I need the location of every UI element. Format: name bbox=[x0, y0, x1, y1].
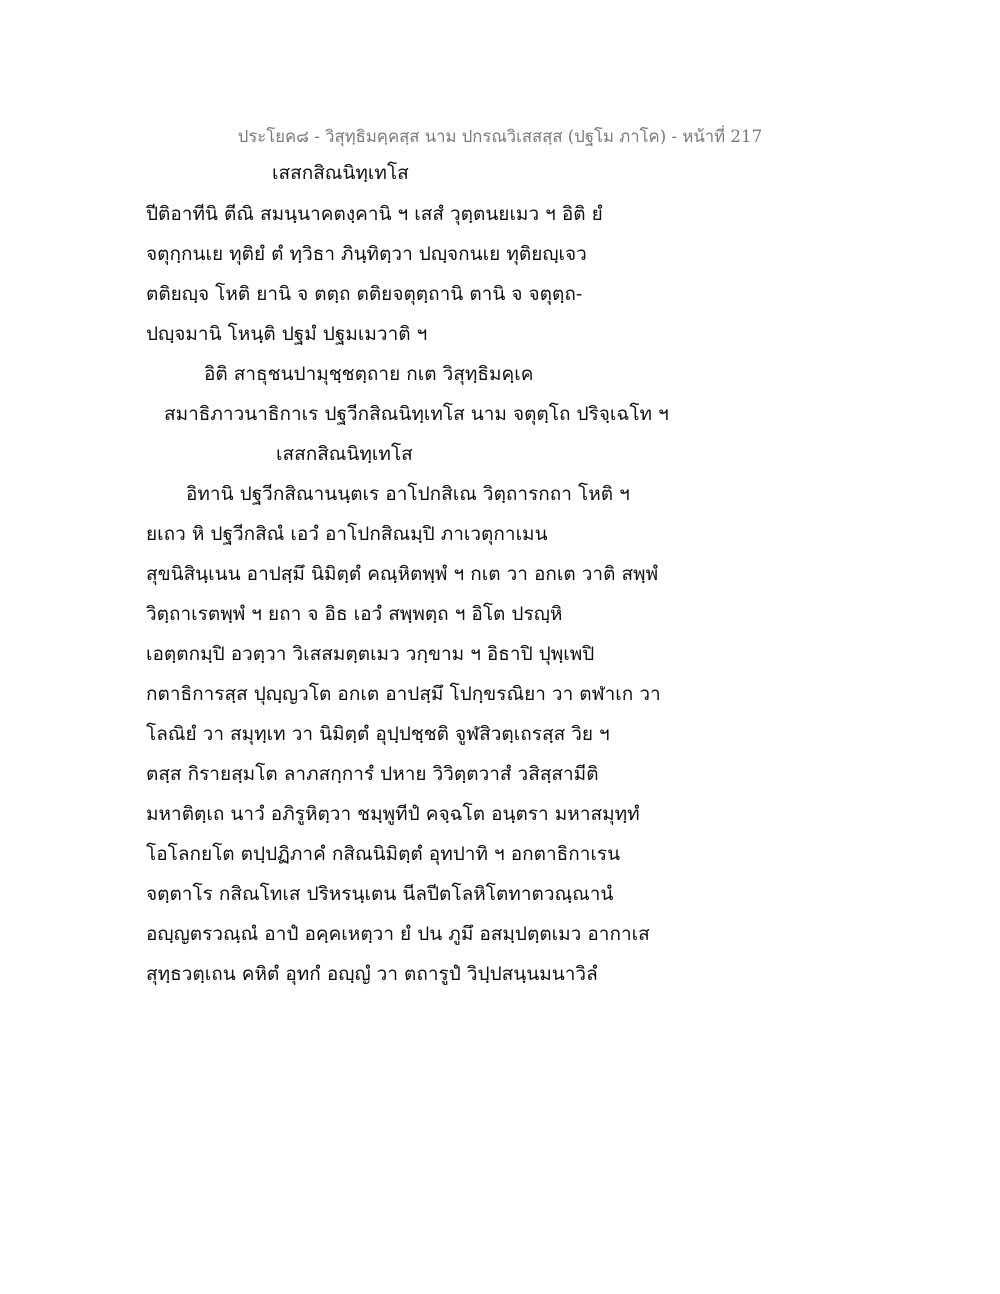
para1-line-1: ปีติอาทีนิ ตีณิ สมนฺนาคตงฺคานิ ฯ เสสํ วุตฺตนยเมว ฯ อิติ ยํ bbox=[146, 203, 603, 225]
para2-line-13: สุทฺธวตฺเถน คหิตํ อุทกํ อญฺญํ วา ตถารูปํ วิปฺปสนฺนมนาวิลํ bbox=[146, 963, 598, 985]
section-heading-top: เสสกสิณนิทฺเทโส bbox=[272, 162, 409, 184]
chapter-conclusion-line-2: สมาธิภาวนาธิกาเร ปฐวีกสิณนิทฺเทโส นาม จตุตฺโถ ปริจฺเฉโท ฯ bbox=[164, 403, 669, 425]
para2-line-3: สุขนิสินฺเนน อาปสฺมึ นิมิตฺตํ คณฺหิตพฺพํ ฯ กเต วา อกเต วาติ สพฺพํ bbox=[146, 563, 659, 585]
para2-line-5: เอตฺตกมฺปิ อวตฺวา วิเสสมตฺตเมว วกฺขาม ฯ อิธาปิ ปุพฺเพปิ bbox=[146, 643, 595, 665]
para2-line-2: ยเถว หิ ปฐวีกสิณํ เอวํ อาโปกสิณมฺปิ ภาเวตุกาเมน bbox=[146, 523, 548, 545]
para2-line-8: ตสฺส กิรายสฺมโต ลาภสกฺการํ ปหาย วิวิตฺตวาสํ วสิสฺสามีติ bbox=[146, 763, 599, 785]
para1-line-4: ปญฺจมานิ โหนฺติ ปฐมํ ปฐมเมวาติ ฯ bbox=[146, 323, 428, 345]
section-heading-bottom: เสสกสิณนิทฺเทโส bbox=[276, 443, 413, 465]
para2-line-10: โอโลกยโต ตปฺปฏิภาคํ กสิณนิมิตฺตํ อุทปาทิ ฯ อกตาธิกาเรน bbox=[146, 843, 621, 865]
para2-line-7: โลณิยํ วา สมุทฺเท วา นิมิตฺตํ อุปฺปชฺชติ จูฬสิวตฺเถรสฺส วิย ฯ bbox=[146, 723, 610, 745]
para2-line-12: อญฺญตรวณฺณํ อาปํ อคฺคเหตฺวา ยํ ปน ภูมึ อสมฺปตฺตเมว อากาเส bbox=[146, 923, 650, 945]
para2-line-1: อิทานิ ปฐวีกสิณานนฺตเร อาโปกสิเณ วิตฺถารกถา โหติ ฯ bbox=[186, 483, 630, 505]
para1-line-2: จตุกฺกนเย ทุติยํ ตํ ทฺวิธา ภินฺทิตฺวา ปญฺจกนเย ทุติยญฺเจว bbox=[146, 243, 587, 265]
para1-line-3: ตติยญฺจ โหติ ยานิ จ ตตฺถ ตติยจตุตฺถานิ ตานิ จ จตุตฺถ- bbox=[146, 283, 583, 305]
para2-line-9: มหาติตฺเถ นาวํ อภิรูหิตฺวา ชมฺพูทีปํ คจฺฉโต อนฺตรา มหาสมุทฺทํ bbox=[146, 803, 640, 825]
chapter-conclusion-line-1: อิติ สาธุชนปามุชฺชตฺถาย กเต วิสุทฺธิมคฺเค bbox=[204, 363, 534, 385]
running-header: ประโยค๘ - วิสุทฺธิมคฺคสฺส นาม ปกรณวิเสสสฺส (ปฐโม ภาโค) - หน้าที่ 217 bbox=[237, 127, 763, 146]
para2-line-4: วิตฺถาเรตพฺพํ ฯ ยถา จ อิธ เอวํ สพฺพตฺถ ฯ อิโต ปรญฺหิ bbox=[146, 603, 563, 625]
para2-line-6: กตาธิการสฺส ปุญฺญวโต อกเต อาปสฺมึ โปกฺขรณิยา วา ตฬาเก วา bbox=[146, 683, 661, 705]
para2-line-11: จตฺตาโร กสิณโทเส ปริหรนฺเตน นีลปีตโลหิโตทาตวณฺณานํ bbox=[146, 883, 614, 905]
